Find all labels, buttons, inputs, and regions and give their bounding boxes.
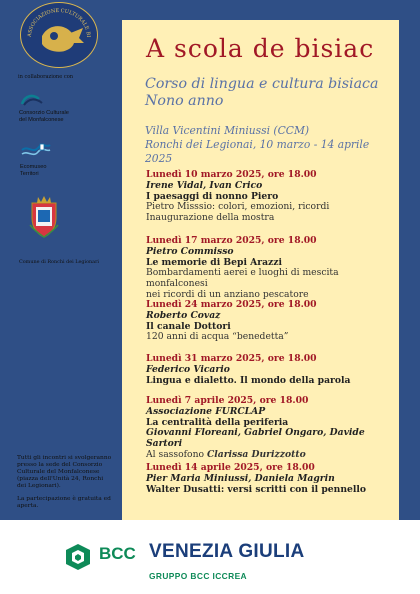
- comune-shield-icon: [27, 195, 61, 239]
- event-title: Le memorie di Bepi Arazzi: [146, 256, 282, 268]
- partners-label: in collaborazione con: [18, 74, 74, 80]
- event-6: [146, 463, 386, 495]
- sponsor-footer: [0, 520, 420, 594]
- association-lion-logo: [20, 2, 98, 68]
- event-date: Lunedì 31 marzo 2025, ore 18.00: [146, 353, 317, 364]
- event-title: Il canale Dottori: [146, 320, 231, 332]
- event-5: [146, 396, 386, 461]
- event-detail: Bombardamenti aerei e luoghi di mescita monfalconesi: [146, 267, 339, 290]
- bcc-brand-short: BCC: [99, 544, 136, 563]
- event-title: Lingua e dialetto. Il mondo della parola: [146, 374, 351, 386]
- event-detail: Inaugurazione della mostra: [146, 212, 275, 224]
- bcc-logo-icon: [63, 542, 93, 572]
- event-title: I paesaggi di nonno Piero: [146, 190, 279, 202]
- ecomuseo-label: Ecomuseo Territori: [20, 164, 47, 177]
- venue-name: Villa Vicentini Miniussi (CCM): [145, 124, 310, 137]
- course-name: Corso di lingua e cultura bisiaca: [145, 76, 379, 92]
- participation-note: [17, 455, 113, 516]
- event-4: [146, 354, 386, 386]
- association-logo-text: ASSOCIAZIONE CULTURALE BI: [26, 7, 92, 38]
- bcc-brand-region: VENEZIA GIULIA: [149, 541, 305, 562]
- event-detail: Pietro Misssio: colori, emozioni, ricordi: [146, 201, 330, 213]
- consorzio-logo-icon: [20, 93, 46, 106]
- event-speakers: Pier Maria Miniussi, Daniela Magrin: [146, 472, 335, 484]
- free-entry-note: La partecipazione è gratuita ed aperta.: [17, 496, 111, 509]
- course-subtitle: [145, 76, 395, 110]
- event-2: [146, 236, 386, 301]
- event-date: Lunedì 10 marzo 2025, ore 18.00: [146, 169, 317, 180]
- event-detail: Al sassofono Clarissa Durizzotto: [146, 448, 306, 460]
- event-speakers: Irene Vidal, Ivan Crico: [146, 179, 263, 191]
- event-title: La centralità della periferia: [146, 416, 289, 428]
- event-speakers: Federico Vicario: [146, 363, 230, 375]
- course-year: Nono anno: [145, 93, 224, 109]
- event-speakers: Pietro Commisso: [146, 245, 234, 257]
- ecomuseo-logo-icon: [20, 142, 52, 158]
- program-card: [122, 20, 399, 520]
- event-detail: nei ricordi di un anziano pescatore: [146, 288, 309, 300]
- event-title: Walter Dusatti: versi scritti con il pennello: [146, 483, 366, 495]
- event-date: Lunedì 14 aprile 2025, ore 18.00: [146, 462, 315, 473]
- venue-details: [145, 124, 395, 166]
- event-detail: 120 anni di acqua “benedetta”: [146, 331, 289, 343]
- consorzio-label: Consorzio Culturale del Monfalconese: [19, 110, 69, 123]
- event-date: Lunedì 24 marzo 2025, ore 18.00: [146, 299, 317, 310]
- event-speakers: Associazione FURCLAP: [146, 405, 266, 417]
- venue-note: Tutti gli incontri si svolgeranno presso la sede del Consorzio Culturale del Monfalconese (piazza dell'Unità 24, Ronchi dei Legionari).: [17, 455, 112, 489]
- event-speakers: Roberto Covaz: [146, 309, 221, 321]
- comune-label: Comune di Ronchi dei Legionari: [19, 259, 99, 265]
- bcc-group: GRUPPO BCC ICCREA: [149, 571, 248, 581]
- event-3: [146, 300, 386, 343]
- venue-dates: Ronchi dei Legionai, 10 marzo - 14 aprile 2025: [145, 138, 370, 165]
- event-speakers: Giovanni Floreani, Gabriel Ongaro, Davide Sartori: [146, 427, 365, 450]
- page-title: A scola de bisiac: [146, 34, 375, 63]
- sidebar: [0, 0, 120, 520]
- event-date: Lunedì 7 aprile 2025, ore 18.00: [146, 395, 309, 406]
- event-date: Lunedì 17 marzo 2025, ore 18.00: [146, 235, 317, 246]
- event-1: [146, 170, 386, 224]
